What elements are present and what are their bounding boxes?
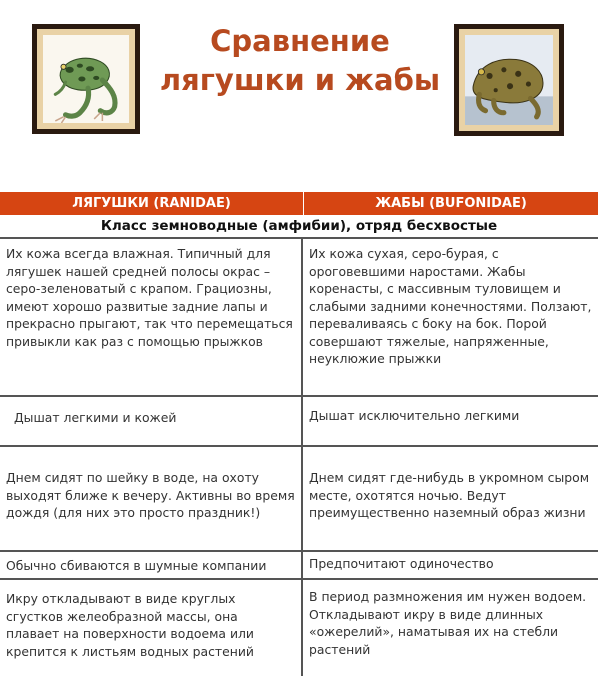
- frog-picture-frame: [32, 24, 140, 134]
- frog-cell: Икру откладывают в виде круглых сгустков желеобразной массы, она плавает на поверхности водоема или крепится к листьям водных растений: [0, 580, 303, 676]
- toad-cell: В период размножения им нужен водоем. Откладывают икру в виде длинных «ожерелий», наматывая их на стебли растений: [309, 589, 587, 657]
- frog-cell: Дышат легкими и кожей: [0, 397, 303, 445]
- header-frogs: ЛЯГУШКИ (RANIDAE): [0, 192, 304, 215]
- table-row: [0, 397, 598, 447]
- toad-illustration: [465, 35, 553, 125]
- toad-cell: Днем сидят где-нибудь в укромном сыром месте, охотятся ночью. Ведут преимущественно наземный образ жизни: [309, 470, 590, 520]
- frog-illustration: [43, 35, 129, 123]
- table-row: [0, 552, 598, 580]
- table-row: [0, 580, 598, 676]
- picture-mat: [459, 29, 559, 131]
- page-title: Сравнение лягушки и жабы: [159, 24, 441, 97]
- table-row: [0, 239, 598, 397]
- frog-cell: Днем сидят по шейку в воде, на охоту выходят ближе к вечеру. Активны во время дождя (для них это просто праздник!): [0, 447, 303, 550]
- table-header: [0, 192, 598, 215]
- header-toads: ЖАБЫ (BUFONIDAE): [375, 196, 527, 211]
- table-row: [0, 447, 598, 552]
- toad-cell: Дышат исключительно легкими: [309, 408, 520, 423]
- toad-image: [465, 35, 553, 125]
- toad-picture-frame: [454, 24, 564, 136]
- frog-cell: Их кожа всегда влажная. Типичный для лягушек нашей средней полосы окрас – серо-зеленоватый с крапом. Грациозны, имеют хорошо развитые задние лапы и прекрасно прыгают, так что перемещаться привыкли как раз с помощью прыжков: [0, 239, 303, 395]
- picture-mat: [37, 29, 135, 129]
- frog-cell: Обычно сбиваются в шумные компании: [0, 552, 303, 578]
- classification-line: Класс земноводные (амфибии), отряд бесхвостые: [0, 215, 598, 239]
- toad-cell: Их кожа сухая, серо-бурая, с ороговевшими наростами. Жабы коренасты, с массивным туловищем и слабыми задними конечностями. Ползают, переваливаясь с боку на бок. Порой совершают тяжелые, напряженные, неуклюжие прыжки: [309, 246, 592, 366]
- frog-image: [43, 35, 129, 123]
- comparison-table: [0, 192, 598, 676]
- toad-cell: Предпочитают одиночество: [309, 556, 494, 571]
